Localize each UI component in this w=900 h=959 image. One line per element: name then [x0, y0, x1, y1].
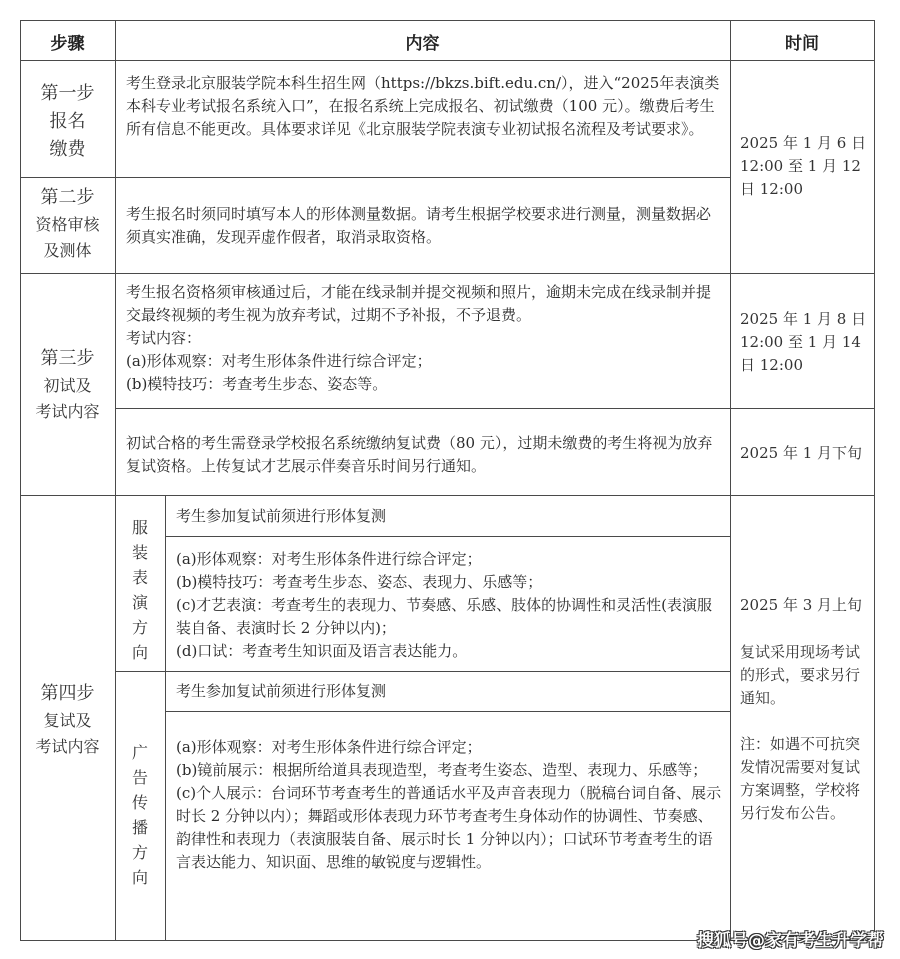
table-border-right	[874, 20, 875, 941]
step-2-title-a: 资格审核	[35, 215, 100, 234]
step-4-title-b: 考试内容	[35, 737, 100, 756]
header-divider	[20, 60, 875, 61]
fashion-test-detail: (a)形体观察：对考生形体条件进行综合评定； (b)模特技巧：考查考生步态、姿态、表现力、乐感等； (c)才艺表演：考查考生的表现力、节奏感、乐感、肢体的协调性和灵活性(表演服装自备、表演时长 2 分钟以内)； (d)口试：考查考生知识面及语言表达能力。	[176, 550, 712, 660]
step-3-number: 第三步	[40, 348, 95, 369]
step-2-number: 第二步	[40, 187, 95, 208]
step-4-number: 第四步	[40, 683, 95, 704]
direction-fashion-performance: 服 装 表 演 方 向	[131, 518, 148, 662]
step-3-label	[20, 345, 115, 425]
row-divider-1	[20, 177, 730, 178]
table-border-top	[20, 20, 875, 21]
row-divider-3a	[115, 408, 875, 409]
watermark: 搜狐号@家有考生升学帮	[697, 931, 884, 951]
advertising-pre-test: 考生参加复试前须进行形体复测	[176, 682, 387, 700]
step-1-number: 第一步	[40, 83, 95, 104]
sub-divider-fz	[165, 536, 730, 537]
col-divider-time	[730, 20, 731, 941]
row-divider-2	[20, 273, 875, 274]
time-step-3b: 2025 年 1 月下旬	[740, 444, 863, 462]
step-1-label	[20, 80, 115, 164]
col-divider-step	[115, 20, 116, 941]
step-1-title-a: 报名	[49, 111, 86, 132]
fashion-pre-test: 考生参加复试前须进行形体复测	[176, 507, 387, 525]
time-step-3a: 2025 年 1 月 8 日 12:00 至 1 月 14 日 12:00	[740, 310, 867, 374]
header-content: 内容	[405, 34, 440, 54]
advertising-test-detail: (a)形体观察：对考生形体条件进行综合评定； (b)镜前展示：根据所给道具表现造型，考查考生姿态、造型、表现力、乐感等； (c)个人展示：台词环节考查考生的普通话水平及声音表现力（脱稿台词自备、展示时长 2 分钟以内）；舞蹈或形体表现力环节考查考生身体动作的协调性、节奏感、韵律性和表现力（表演服装自备、展示时长 1 分钟以内）；口试环节考查考生的语言表达能力、知识面、思维的敏锐度与逻辑性。	[176, 738, 722, 871]
step-3-title-b: 考试内容	[35, 402, 100, 421]
step-3-content-a: 考生报名资格须审核通过后，才能在线录制并提交视频和照片，逾期未完成在线录制并提交最终视频的考生视为放弃考试，过期不予补报，不予退费。 考试内容： (a)形体观察：对考生形体条件进行综合评定； (b)模特技巧：考查考生步态、姿态等。	[126, 283, 712, 393]
direction-advertising: 广 告 传 播 方 向	[131, 743, 148, 887]
time-step-4-date: 2025 年 3 月上旬	[740, 596, 863, 614]
step-2-label	[20, 184, 115, 264]
step-1-title-b: 缴费	[49, 139, 86, 160]
step-1-content: 考生登录北京服装学院本科生招生网（https://bkzs.bift.edu.cn/），进入“2025年表演类本科专业考试报名系统入口”，在报名系统上完成报名、初试缴费（100 元）。缴费后考生所有信息不能更改。具体要求详见《北京服装学院表演专业初试报名流程及考试要求》。	[126, 74, 720, 138]
time-step-1-2: 2025 年 1 月 6 日 12:00 至 1 月 12 日 12:00	[740, 134, 867, 198]
col-divider-direction	[165, 495, 166, 941]
step-4-title-a: 复试及	[43, 711, 92, 730]
step-2-title-b: 及测体	[43, 241, 92, 260]
direction-divider	[115, 671, 730, 672]
step-4-label	[20, 680, 115, 760]
time-step-4-remark: 注：如遇不可抗突发情况需要对复试方案调整，学校将另行发布公告。	[740, 735, 861, 822]
header-step: 步骤	[50, 34, 85, 54]
header-time: 时间	[785, 34, 819, 54]
step-3-content-b: 初试合格的考生需登录学校报名系统缴纳复试费（80 元），过期未缴费的考生将视为放弃复试资格。上传复试才艺展示伴奏音乐时间另行通知。	[126, 434, 713, 475]
row-divider-3	[20, 495, 875, 496]
step-2-content: 考生报名时须同时填写本人的形体测量数据。请考生根据学校要求进行测量，测量数据必须真实准确，发现弄虚作假者，取消录取资格。	[126, 205, 712, 246]
sub-divider-gg	[165, 711, 730, 712]
step-3-title-a: 初试及	[43, 376, 92, 395]
time-step-4-note: 复试采用现场考试的形式，要求另行通知。	[740, 643, 861, 707]
